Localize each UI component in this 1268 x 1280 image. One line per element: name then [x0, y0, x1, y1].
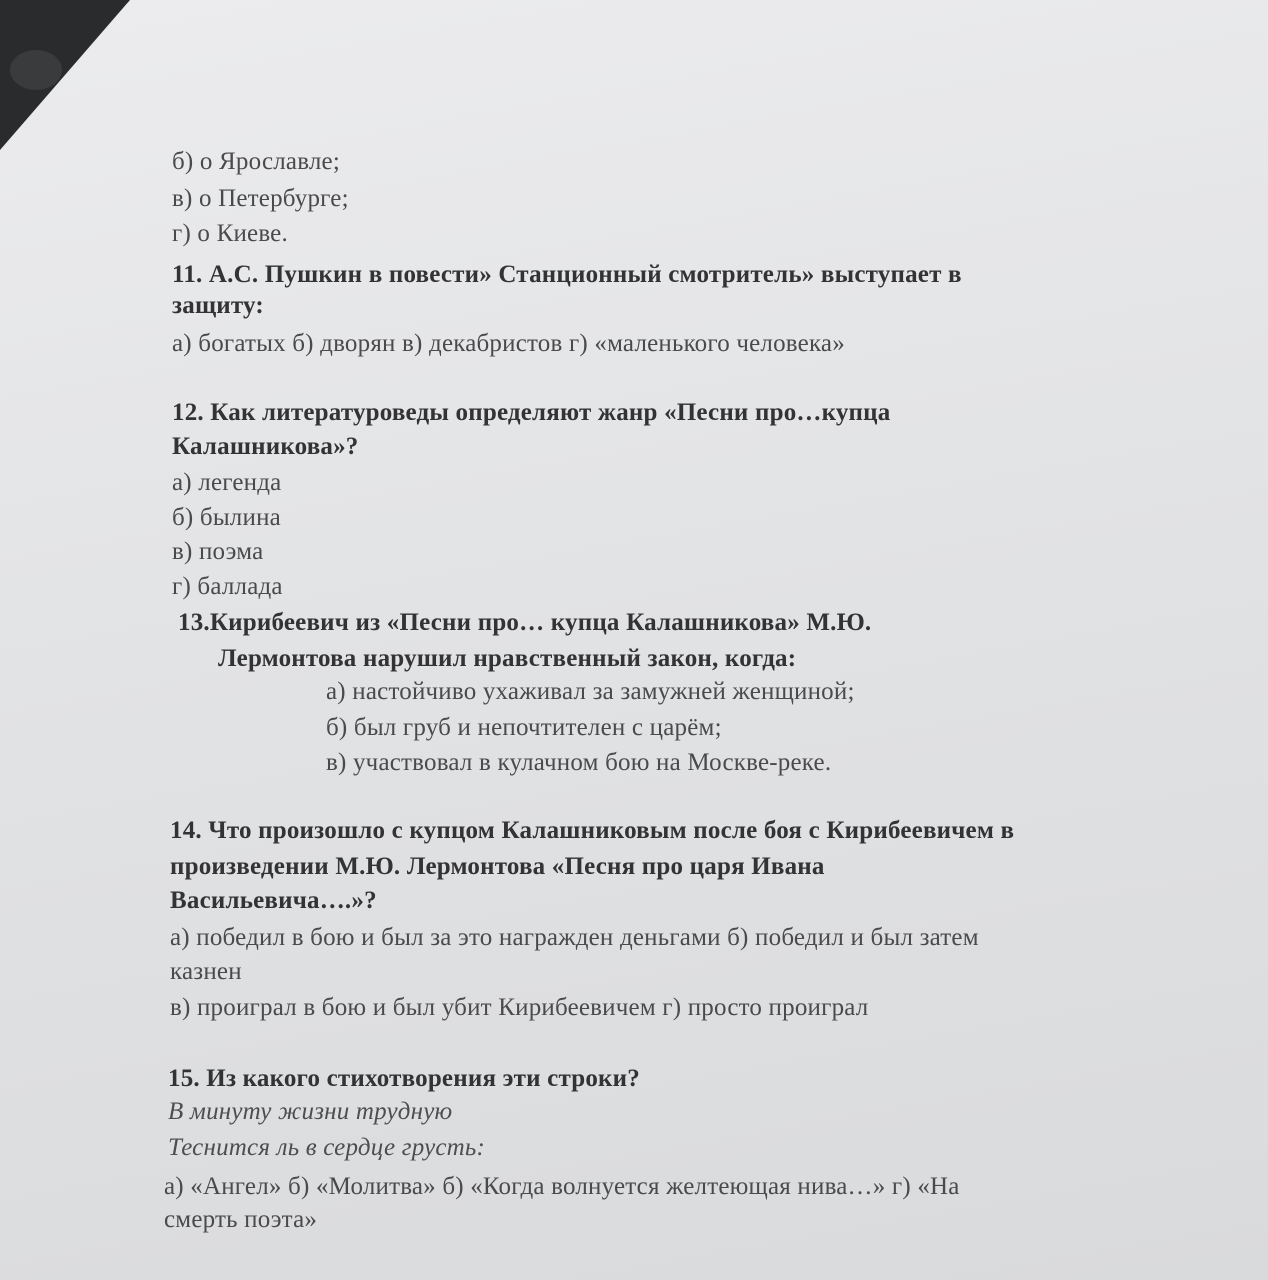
- q12-answer-g: г) баллада: [172, 573, 283, 600]
- q13-line1: 13.Кирибеевич из «Песни про… купца Калашникова» М.Ю.: [178, 609, 872, 636]
- q12-answer-v: в) поэма: [172, 538, 264, 565]
- camera-icon: [10, 50, 62, 90]
- q14-answer-1-cont: казнен: [170, 958, 242, 985]
- option-b-yaroslavl: б) о Ярославле;: [172, 148, 341, 175]
- q13-line2: Лермонтова нарушил нравственный закон, когда:: [218, 645, 797, 672]
- q15-answer-1-cont: смерть поэта»: [164, 1206, 318, 1233]
- q15-answer-1: а) «Ангел» б) «Молитва» б) «Когда волнуется желтеющая нива…» г) «На: [164, 1173, 960, 1200]
- q14-line1: 14. Что произошло с купцом Калашниковым после боя с Кирибеевичем в: [170, 817, 1015, 844]
- q12-answer-b: б) былина: [172, 504, 281, 531]
- q12-line1: 12. Как литературоведы определяют жанр «Песни про…купца: [172, 399, 891, 426]
- q15-quote-line2: Теснится ль в сердце грусть:: [168, 1134, 486, 1161]
- q15-quote-line1: В минуту жизни трудную: [168, 1098, 453, 1125]
- q12-line2: Калашникова»?: [172, 433, 359, 460]
- q11-line2: защиту:: [172, 292, 264, 319]
- q12-answer-a: а) легенда: [172, 469, 282, 496]
- q14-answer-1: а) победил в бою и был за это награжден деньгами б) победил и был затем: [170, 924, 979, 951]
- q14-line3: Васильевича….»?: [170, 887, 377, 914]
- option-g-kiev: г) о Киеве.: [172, 220, 288, 247]
- q14-line2: произведении М.Ю. Лермонтова «Песня про царя Ивана: [170, 853, 825, 880]
- q13-answer-v: в) участвовал в кулачном бою на Москве-реке.: [326, 749, 832, 776]
- q14-answer-2: в) проиграл в бою и был убит Кирибеевичем г) просто проиграл: [170, 994, 869, 1021]
- q15-line1: 15. Из какого стихотворения эти строки?: [168, 1065, 640, 1092]
- q11-answers: а) богатых б) дворян в) декабристов г) «маленького человека»: [172, 330, 845, 357]
- q13-answer-b: б) был груб и непочтителен с царём;: [326, 714, 722, 741]
- option-v-peterburg: в) о Петербурге;: [172, 185, 349, 212]
- q13-answer-a: а) настойчиво ухаживал за замужней женщиной;: [326, 678, 855, 705]
- q11-line1: 11. А.С. Пушкин в повести» Станционный смотритель» выступает в: [172, 261, 962, 288]
